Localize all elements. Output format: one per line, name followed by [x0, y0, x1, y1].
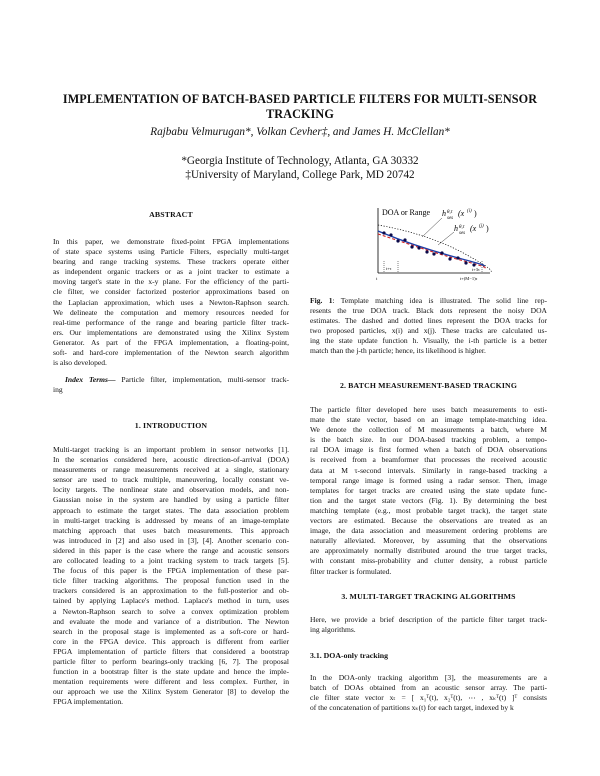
affiliation-2: ‡University of Maryland, College Park, MD 20742 [185, 169, 415, 181]
text-line: mentation requirements were different and less complex. Further, in [53, 677, 289, 687]
section-3-heading: 3. MULTI-TARGET TRACKING ALGORITHMS [341, 592, 516, 601]
caption-line: two proposed particles, x(i) and x(j). These tracks are calculated us- [310, 326, 547, 336]
label-h-j: h [454, 224, 458, 233]
authors: Rajbabu Velmurugan*, Volkan Cevher‡, and James H. McClellan* [150, 126, 450, 138]
text-line: as independent organic trackers or as a joint tracker to estimate a [53, 267, 289, 277]
text-line: are approximately normally distributed around the true target tracks, [310, 546, 547, 556]
text-line: matching approach that uses batch measurements. This approach [53, 525, 289, 535]
text-line: is the batch size. In our DOA-based tracking problem, a tempo- [310, 435, 547, 445]
doa-estimate [396, 239, 399, 242]
text-line: We denote the collection of M measurements a batch, where M [310, 425, 547, 435]
tick-label-t-plus-tau: t+τ [386, 266, 392, 271]
text-line: Gaussian noise in the system are handled by using a particle filter [53, 495, 289, 505]
svg-text:ses: ses [459, 231, 466, 236]
text-line: our approach we use the Xilinx System Generator [8] to develop the [53, 687, 289, 697]
paper-title [40, 92, 560, 122]
text-line: and evaluate the mode and variance of a distribution. The Newton [53, 616, 289, 626]
caption-line: ing the state update function h. Visually, the i-th particle is a better [310, 336, 547, 346]
text-line: In the scenarios considered here, acoustic direction-of-arrival (DOA) [53, 455, 289, 465]
svg-text:θ,τ: θ,τ [459, 225, 465, 230]
doa-estimate [410, 245, 413, 248]
text-line: ing algorithms. [310, 625, 356, 635]
section-3-body [310, 615, 547, 635]
affiliation-1: *Georgia Institute of Technology, Atlanta, GA 30332 [181, 155, 419, 167]
tick-label-t-plus-3tau: t+3τ [472, 267, 480, 272]
text-line: In this paper, we demonstrate fixed-point FPGA implementations [53, 237, 289, 246]
text-line: cle filter state vector xₜ = [ x₁ᵀ(t), x₂ᵀ(t), ⋯ , xₖᵀ(t) ]ᵀ consists [310, 693, 547, 703]
text-line: particle filter to perform bearings-only tracking [6, 7]. The proposal [53, 656, 289, 666]
label-h-i: h [442, 209, 446, 218]
text-line: Here, we provide a brief description of the particle filter target track- [310, 615, 547, 624]
text-line: mate the state vector, based on an image template-matching idea. [310, 415, 547, 425]
text-line: ticle filter tracking algorithms. The proposal function used in the [53, 576, 289, 586]
index-terms-text: Particle filter, implementation, multi-sensor track- [115, 375, 289, 384]
svg-text:): ) [486, 224, 489, 233]
text-line: cle filter, we consider factorized posterior approximations based on [53, 287, 289, 297]
svg-text:(x: (x [458, 209, 465, 218]
text-line: sidered in this paper is the case where the range and acoustic sensors [53, 545, 289, 555]
paper-title-line-2: TRACKING [266, 107, 334, 121]
subsection-3-1-heading: 3.1. DOA-only tracking [310, 651, 388, 660]
svg-text:t: t [376, 276, 378, 281]
y-axis-label: DOA or Range [382, 208, 430, 217]
caption-label: Fig. 1 [310, 296, 333, 305]
text-line: the Laplacian approximation, which uses a Newton-Raphson search. [53, 297, 289, 307]
text-line: templates for target tracks are created using the state update func- [310, 485, 547, 495]
caption-line: estimates. The dashed and dotted lines represent the DOA tracks for [310, 316, 547, 326]
text-line: ral DOA image is first formed when a batch of DOA observations [310, 445, 547, 455]
text-line: in multi-target tracking is addressed by means of an image-template [53, 515, 289, 525]
text-line: matching template (e.g., most probable target track), the target state [310, 505, 547, 515]
text-line: with constant miss-probability and clutter density, a robust particle [310, 556, 547, 566]
text-line: data at M τ-second intervals. Similarly in range-based tracking a [310, 465, 547, 475]
text-line: measurements or range measurements received at a single, stationary [53, 465, 289, 475]
figure-1-caption [310, 296, 547, 357]
subsection-3-1-body [310, 673, 547, 713]
caption-line: resents the true DOA track. Black dots represent the noisy DOA [310, 306, 547, 316]
text-line: ers. Our implementations are demonstrated using the Xilinx System [53, 327, 289, 337]
doa-estimate [456, 256, 459, 259]
figure-1-plot [372, 203, 517, 289]
text-line: batch of DOAs obtained from an acoustic sensor array. The parti- [310, 683, 547, 693]
text-line: naturally alleviated. Moreover, by assuming that the observations [310, 536, 547, 546]
text-line: temporal range image is formed using a radar sensor. Then, image [310, 475, 547, 485]
section-1-heading: 1. INTRODUCTION [134, 421, 208, 430]
svg-text:ses: ses [447, 216, 454, 221]
text-line: We delineate the computation and memory resources needed for [53, 307, 289, 317]
text-line: FPGA implementation of particle filters that considered a bootstrap [53, 646, 289, 656]
particle-i-track [378, 234, 486, 269]
svg-text:): ) [474, 209, 477, 218]
text-line: was introduced in [2] and also used in [3], [4]. Another scenario con- [53, 535, 289, 545]
text-line: approach to estimate the target states. The data association problem [53, 505, 289, 515]
svg-text:(x: (x [470, 224, 477, 233]
index-terms [53, 375, 289, 395]
text-line: trackers considered is an approximation to the full-posterior and ob- [53, 586, 289, 596]
text-line: The focus of this paper is the FPGA implementation of these par- [53, 566, 289, 576]
text-line: moving target's state in the x-y plane. For the efficiency of the parti- [53, 277, 289, 287]
doa-estimate [403, 238, 406, 241]
text-line: is also developed. [53, 358, 107, 368]
index-terms-text-2: ing [53, 385, 63, 395]
index-terms-label: Index Terms— [65, 375, 116, 384]
text-line: real-time performance of the range and bearing particle filter track- [53, 317, 289, 327]
doa-estimate [440, 251, 443, 254]
text-line: locity targets. The nonlinear state and observation models, and non- [53, 485, 289, 495]
text-line: are collocated leading to a joint tracking system to track targets [5]. [53, 556, 289, 566]
caption-line: match than the j-th particle; hence, its likelihood is higher. [310, 346, 486, 356]
text-line: a Newton-Raphson search to solve a convex optimization problem [53, 606, 289, 616]
text-line: image, the data association and measurement ordering problems are [310, 526, 547, 536]
text-line: Generator. As part of the FPGA implementation, a floating-point, [53, 337, 289, 347]
text-line: FPGA implementation. [53, 697, 124, 707]
text-line: function in a bootstrap filter is the state update and hence the imple- [53, 667, 289, 677]
text-line: filter tracker is formulated. [310, 566, 392, 576]
text-line: is received from a beamformer that processes the received acoustic [310, 455, 547, 465]
svg-text:(i): (i) [467, 209, 472, 214]
text-line: tion and the target state vectors (Fig. 1). By determining the best [310, 495, 547, 505]
text-line: soft- and hard-core implementation of the Newton search algorithm [53, 348, 289, 358]
figure-1 [372, 203, 517, 289]
section-1-body [53, 445, 289, 707]
svg-text:θ,τ: θ,τ [447, 210, 453, 215]
text-line: sensor are used to track multiple, maneuvering, locally constant ve- [53, 475, 289, 485]
doa-estimate [464, 261, 467, 264]
doa-estimate [432, 252, 435, 255]
doa-estimate [425, 250, 428, 253]
text-line: vectors are estimated. Because the observations are treated as an [310, 516, 547, 526]
doa-estimate [417, 246, 420, 249]
abstract-body [53, 237, 289, 368]
text-line: of the concatenation of partitions xₖ(t) for each target, indexed by k [310, 703, 514, 713]
doa-estimate [448, 257, 451, 260]
text-line: bearing and range tracking systems. These trackers operate either [53, 257, 289, 267]
doa-estimate [382, 231, 385, 234]
paper-title-line-1: IMPLEMENTATION OF BATCH-BASED PARTICLE FILTERS FOR MULTI-SENSOR [62, 92, 538, 106]
text-line: In the DOA-only tracking algorithm [3], the measurements are a [310, 673, 547, 682]
tick-label-t-plus-m-minus-1-tau: t+(M−1)τ [460, 276, 478, 281]
text-line: search in the proposal stage is implemented as a soft-core or hard- [53, 626, 289, 636]
text-line: Multi-target tracking is an important problem in sensor networks [1]. [53, 445, 289, 454]
doa-estimate [389, 233, 392, 236]
text-line: core in the FPGA device. This approach is different from earlier [53, 636, 289, 646]
svg-text:(j): (j) [479, 224, 484, 229]
abstract-heading: ABSTRACT [149, 210, 193, 219]
section-2-heading: 2. BATCH MEASUREMENT-BASED TRACKING [339, 381, 518, 390]
section-2-body [310, 405, 547, 577]
caption-line: Fig. 1: Template matching idea is illustrated. The solid line rep- [310, 296, 547, 305]
text-line: tained by applying Laplace's method. Laplace's method in turn, uses [53, 596, 289, 606]
text-line: of state space systems using Particle Filters, especially multi-target [53, 247, 289, 257]
true-doa-track [378, 231, 484, 267]
text-line: The particle filter developed here uses batch measurements to esti- [310, 405, 547, 414]
